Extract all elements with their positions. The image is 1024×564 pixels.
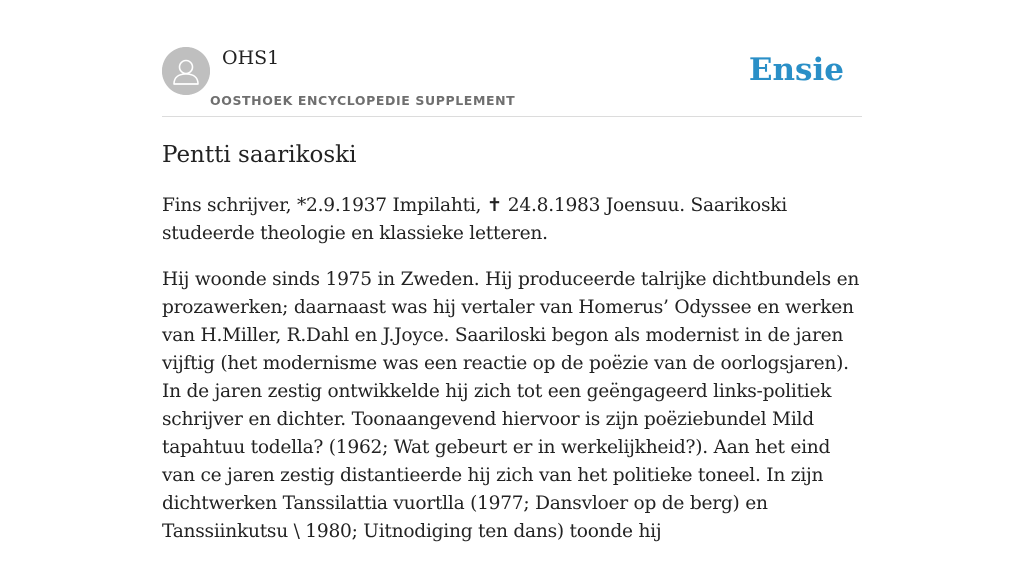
avatar[interactable]: [162, 47, 210, 95]
author-name[interactable]: OHS1: [222, 47, 280, 69]
ensie-logo[interactable]: Ensie: [748, 52, 844, 88]
paragraph: Hij woonde sinds 1975 in Zweden. Hij produceerde talrijke dichtbundels en prozawerken; daarnaast was hij vertaler van Homerus’ Odyssee en werken van H.Miller, R.Dahl en J.Joyce. Saariloski begon als modernist in de jaren vijftig (het modernisme was een reactie op de poëzie van de oorlogsjaren). In de jaren zestig ontwikkelde hij zich tot een geëngageerd links-politiek schrijver en dichter. Toonaangevend hiervoor is zijn poëziebundel Mild tapahtuu todella? (1962; Wat gebeurt er in werkelijkheid?). Aan het eind van ce jaren zestig distantieerde hij zich van het politieke toneel. In zijn dichtwerken Tanssilattia vuortlla (1977; Dansvloer op de berg) en Tanssiinkutsu \ 1980; Uitnodiging ten dans) toonde hij: [162, 269, 860, 542]
paragraph: Fins schrijver, *2.9.1937 Impilahti, ✝ 24.8.1983 Joensuu. Saarikoski studeerde theologie en klassieke letteren.: [162, 195, 787, 244]
user-icon: [162, 47, 210, 95]
entry-header: [162, 46, 862, 117]
source-label[interactable]: OOSTHOEK ENCYCLOPEDIE SUPPLEMENT: [210, 93, 516, 108]
article-body: [162, 192, 862, 564]
page-title: Pentti saarikoski: [162, 142, 357, 168]
